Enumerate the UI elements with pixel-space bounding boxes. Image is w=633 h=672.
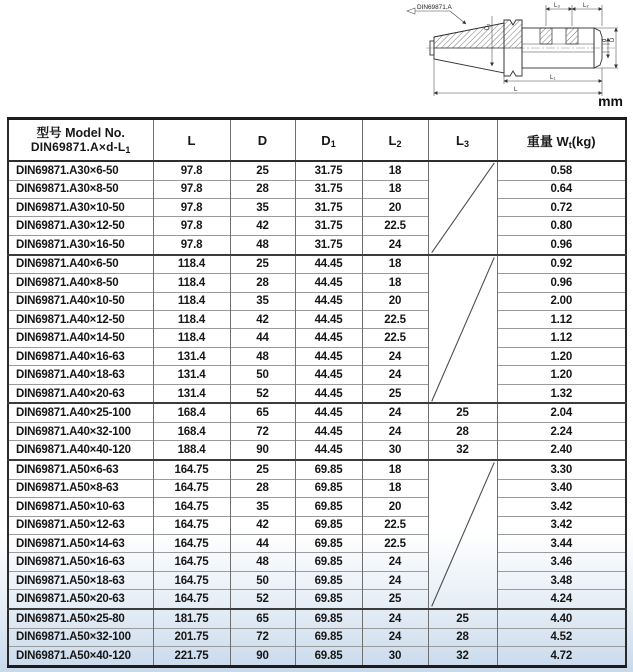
cell-d: 28 <box>230 479 295 497</box>
cell-d1: 69.85 <box>295 609 362 628</box>
cell-l2: 25 <box>362 384 428 403</box>
table-row <box>8 366 626 384</box>
cell-l: 118.4 <box>153 274 230 292</box>
cell-model: DIN69871.A50×10-63 <box>8 498 153 516</box>
diagonal-slash-icon <box>429 461 497 608</box>
cell-wt: 1.12 <box>497 311 626 329</box>
model-header-line2: $DIN69871.A\times d-L_1$ <box>30 140 131 155</box>
cell-d1: 31.75 <box>295 199 362 217</box>
cell-l2: 20 <box>362 199 428 217</box>
cell-d1: 69.85 <box>295 460 362 479</box>
cell-wt: 3.46 <box>497 553 626 571</box>
cell-model: DIN69871.A40×18-63 <box>8 366 153 384</box>
cell-model: DIN69871.A50×20-63 <box>8 590 153 609</box>
table-row <box>8 460 626 479</box>
cell-model: DIN69871.A40×6-50 <box>8 255 153 274</box>
cell-l: 164.75 <box>153 516 230 534</box>
cell-l: 164.75 <box>153 553 230 571</box>
cell-l2: 18 <box>362 180 428 198</box>
cell-wt: 1.20 <box>497 366 626 384</box>
table-row <box>8 329 626 347</box>
cell-wt: 0.96 <box>497 235 626 254</box>
cell-l: 164.75 <box>153 460 230 479</box>
l3-merged-cell <box>428 255 497 404</box>
cell-wt: 3.40 <box>497 479 626 497</box>
cell-l3: 32 <box>428 646 497 666</box>
cell-l3: 25 <box>428 609 497 628</box>
cell-d1: 44.45 <box>295 423 362 441</box>
cell-d: 28 <box>230 274 295 292</box>
cell-l2: 24 <box>362 366 428 384</box>
cell-l2: 22.5 <box>362 329 428 347</box>
cell-wt: 4.72 <box>497 646 626 666</box>
cell-l2: 24 <box>362 235 428 254</box>
cell-l2: 30 <box>362 441 428 460</box>
cell-d: 48 <box>230 347 295 365</box>
tool-holder-drawing <box>404 0 626 112</box>
table-row <box>8 571 626 589</box>
callout-leader <box>450 11 466 24</box>
callout-arrow-icon <box>407 8 415 14</box>
cell-l: 221.75 <box>153 646 230 666</box>
unit-label: mm <box>598 93 623 109</box>
cell-d1: 69.85 <box>295 479 362 497</box>
cell-model: DIN69871.A50×18-63 <box>8 571 153 589</box>
cell-l2: 30 <box>362 646 428 666</box>
col-header-L3: $L_3$ <box>428 119 497 162</box>
cell-l2: 18 <box>362 460 428 479</box>
spec-table <box>7 117 627 668</box>
cell-d1: 44.45 <box>295 292 362 310</box>
cell-d: 52 <box>230 384 295 403</box>
cell-d1: 69.85 <box>295 646 362 666</box>
cell-l: 168.4 <box>153 423 230 441</box>
cell-model: DIN69871.A40×8-50 <box>8 274 153 292</box>
cell-d: 50 <box>230 366 295 384</box>
cell-l: 164.75 <box>153 590 230 609</box>
cell-d: 44 <box>230 329 295 347</box>
col-header-D1: $D_1$ <box>295 119 362 162</box>
cell-d: 65 <box>230 403 295 422</box>
cell-l2: 25 <box>362 590 428 609</box>
cell-wt: 2.04 <box>497 403 626 422</box>
cell-l2: 20 <box>362 292 428 310</box>
cell-l: 131.4 <box>153 366 230 384</box>
cell-l: 168.4 <box>153 403 230 422</box>
cell-wt: 4.24 <box>497 590 626 609</box>
cell-l2: 22.5 <box>362 217 428 235</box>
cell-d: 25 <box>230 255 295 274</box>
cell-model: DIN69871.A30×10-50 <box>8 199 153 217</box>
d-dim-label: d <box>602 38 608 42</box>
cell-l: 97.8 <box>153 217 230 235</box>
cell-model: DIN69871.A50×16-63 <box>8 553 153 571</box>
cell-model: DIN69871.A50×8-63 <box>8 479 153 497</box>
cell-wt: 0.80 <box>497 217 626 235</box>
cell-d1: 44.45 <box>295 311 362 329</box>
cell-model: DIN69871.A50×25-80 <box>8 609 153 628</box>
table-row <box>8 441 626 460</box>
table-row <box>8 646 626 666</box>
cell-l: 118.4 <box>153 292 230 310</box>
cell-d1: 44.45 <box>295 366 362 384</box>
cell-wt: 0.96 <box>497 274 626 292</box>
col-header-L: L <box>153 119 230 162</box>
l2-dim-label: L₂ <box>583 3 589 9</box>
cell-l: 118.4 <box>153 255 230 274</box>
D-dim-label: D <box>610 37 616 42</box>
table-row <box>8 590 626 609</box>
cell-l2: 18 <box>362 161 428 180</box>
cell-d: 42 <box>230 311 295 329</box>
cell-d: 65 <box>230 609 295 628</box>
cell-wt: 1.20 <box>497 347 626 365</box>
cell-d: 35 <box>230 199 295 217</box>
col-header-D: D <box>230 119 295 162</box>
cell-l2: 18 <box>362 255 428 274</box>
cell-model: DIN69871.A40×32-100 <box>8 423 153 441</box>
cell-d: 72 <box>230 628 295 646</box>
cell-d1: 44.45 <box>295 441 362 460</box>
cell-l: 164.75 <box>153 498 230 516</box>
cell-l2: 18 <box>362 274 428 292</box>
cell-l2: 24 <box>362 571 428 589</box>
cell-model: DIN69871.A50×32-100 <box>8 628 153 646</box>
cell-wt: 3.30 <box>497 460 626 479</box>
spec-table-body <box>8 161 626 667</box>
cell-l: 181.75 <box>153 609 230 628</box>
cell-l2: 24 <box>362 553 428 571</box>
cell-d: 28 <box>230 180 295 198</box>
cell-wt: 2.40 <box>497 441 626 460</box>
cell-l2: 24 <box>362 423 428 441</box>
cell-wt: 0.58 <box>497 161 626 180</box>
diagonal-slash-icon <box>429 256 497 403</box>
table-row <box>8 292 626 310</box>
cell-l: 164.75 <box>153 571 230 589</box>
cell-l3: 25 <box>428 403 497 422</box>
cell-l2: 22.5 <box>362 311 428 329</box>
d1-dim-label: D₁ <box>485 23 491 30</box>
cell-model: DIN69871.A40×25-100 <box>8 403 153 422</box>
cell-wt: 1.32 <box>497 384 626 403</box>
cell-l2: 24 <box>362 628 428 646</box>
cell-d: 52 <box>230 590 295 609</box>
cell-l2: 24 <box>362 403 428 422</box>
cell-d1: 69.85 <box>295 534 362 552</box>
table-row <box>8 534 626 552</box>
cell-d: 25 <box>230 161 295 180</box>
table-row <box>8 311 626 329</box>
header-row <box>8 119 626 162</box>
cell-d: 90 <box>230 646 295 666</box>
cell-model: DIN69871.A30×6-50 <box>8 161 153 180</box>
table-row <box>8 235 626 254</box>
cell-wt: 0.92 <box>497 255 626 274</box>
l3-merged-cell <box>428 161 497 255</box>
cell-l3: 28 <box>428 628 497 646</box>
l3-dim-label: L₃ <box>554 3 560 9</box>
cell-d1: 44.45 <box>295 384 362 403</box>
l3-merged-cell <box>428 460 497 609</box>
cell-d1: 69.85 <box>295 553 362 571</box>
table-row <box>8 609 626 628</box>
cell-model: DIN69871.A50×12-63 <box>8 516 153 534</box>
cell-l: 97.8 <box>153 199 230 217</box>
cell-model: DIN69871.A40×12-50 <box>8 311 153 329</box>
cell-d: 50 <box>230 571 295 589</box>
table-row <box>8 553 626 571</box>
table-row <box>8 199 626 217</box>
table-row <box>8 274 626 292</box>
clamp-screw-2 <box>566 28 578 44</box>
cell-l: 118.4 <box>153 329 230 347</box>
cell-l2: 24 <box>362 347 428 365</box>
cell-wt: 2.00 <box>497 292 626 310</box>
l1-dim-label: L₁ <box>550 75 556 81</box>
cell-d1: 44.45 <box>295 255 362 274</box>
technical-drawing <box>404 0 626 112</box>
cell-d: 35 <box>230 498 295 516</box>
cell-l: 118.4 <box>153 311 230 329</box>
cell-model: DIN69871.A40×14-50 <box>8 329 153 347</box>
cell-d1: 69.85 <box>295 628 362 646</box>
cell-d1: 31.75 <box>295 235 362 254</box>
cell-d: 48 <box>230 235 295 254</box>
cell-l: 164.75 <box>153 534 230 552</box>
cell-d1: 31.75 <box>295 180 362 198</box>
cell-l2: 18 <box>362 479 428 497</box>
cell-wt: 3.42 <box>497 498 626 516</box>
cell-l: 131.4 <box>153 347 230 365</box>
cell-wt: 3.44 <box>497 534 626 552</box>
cell-l: 97.8 <box>153 235 230 254</box>
cell-d1: 44.45 <box>295 329 362 347</box>
cell-d1: 44.45 <box>295 403 362 422</box>
cell-d1: 31.75 <box>295 161 362 180</box>
cell-wt: 3.42 <box>497 516 626 534</box>
cell-model: DIN69871.A50×14-63 <box>8 534 153 552</box>
cell-wt: 0.72 <box>497 199 626 217</box>
cell-d: 42 <box>230 217 295 235</box>
cell-model: DIN69871.A30×16-50 <box>8 235 153 254</box>
cell-wt: 4.52 <box>497 628 626 646</box>
diagonal-slash-icon <box>429 162 497 254</box>
cell-l2: 24 <box>362 609 428 628</box>
cell-d: 35 <box>230 292 295 310</box>
cell-l: 97.8 <box>153 161 230 180</box>
cell-l: 97.8 <box>153 180 230 198</box>
cell-model: DIN69871.A50×40-120 <box>8 646 153 666</box>
cell-l3: 28 <box>428 423 497 441</box>
cell-model: DIN69871.A40×10-50 <box>8 292 153 310</box>
table-row <box>8 516 626 534</box>
cell-d1: 44.45 <box>295 274 362 292</box>
taper-section-hatch <box>434 23 504 48</box>
cell-d: 25 <box>230 460 295 479</box>
cell-model: DIN69871.A30×8-50 <box>8 180 153 198</box>
drawing-callout: DIN69871.A <box>417 4 452 11</box>
cell-d1: 44.45 <box>295 347 362 365</box>
cell-model: DIN69871.A40×16-63 <box>8 347 153 365</box>
table-row <box>8 498 626 516</box>
cell-d1: 31.75 <box>295 217 362 235</box>
cell-wt: 0.64 <box>497 180 626 198</box>
cell-l: 131.4 <box>153 384 230 403</box>
cell-l: 164.75 <box>153 479 230 497</box>
table-row <box>8 217 626 235</box>
cell-wt: 3.48 <box>497 571 626 589</box>
table-row <box>8 384 626 403</box>
cell-l: 201.75 <box>153 628 230 646</box>
cell-l3: 32 <box>428 441 497 460</box>
cell-d: 48 <box>230 553 295 571</box>
cell-d1: 69.85 <box>295 498 362 516</box>
clamp-screw-1 <box>540 28 552 44</box>
cell-wt: 4.40 <box>497 609 626 628</box>
table-row <box>8 255 626 274</box>
cell-d: 42 <box>230 516 295 534</box>
table-row <box>8 403 626 422</box>
table-row <box>8 180 626 198</box>
cell-l: 188.4 <box>153 441 230 460</box>
cell-d1: 69.85 <box>295 590 362 609</box>
cell-model: DIN69871.A50×6-63 <box>8 460 153 479</box>
cell-d1: 69.85 <box>295 571 362 589</box>
cell-l2: 22.5 <box>362 516 428 534</box>
table-row <box>8 479 626 497</box>
cell-wt: 1.12 <box>497 329 626 347</box>
table-row <box>8 347 626 365</box>
cell-l2: 20 <box>362 498 428 516</box>
table-row <box>8 628 626 646</box>
cell-d: 72 <box>230 423 295 441</box>
col-header-weight: 重量 $W_t(kg)$ <box>497 119 626 162</box>
model-header-line1: 型号 Model No. <box>36 126 125 140</box>
cell-model: DIN69871.A40×20-63 <box>8 384 153 403</box>
cell-model: DIN69871.A40×40-120 <box>8 441 153 460</box>
spec-table-wrap <box>7 117 625 668</box>
cell-d1: 69.85 <box>295 516 362 534</box>
table-row <box>8 161 626 180</box>
cell-wt: 2.24 <box>497 423 626 441</box>
cell-d: 90 <box>230 441 295 460</box>
col-header-model <box>8 119 153 162</box>
table-row <box>8 423 626 441</box>
l-dim-label: L <box>514 87 518 93</box>
cell-model: DIN69871.A30×12-50 <box>8 217 153 235</box>
col-header-L2: $L_2$ <box>362 119 428 162</box>
cell-l2: 22.5 <box>362 534 428 552</box>
cell-d: 44 <box>230 534 295 552</box>
